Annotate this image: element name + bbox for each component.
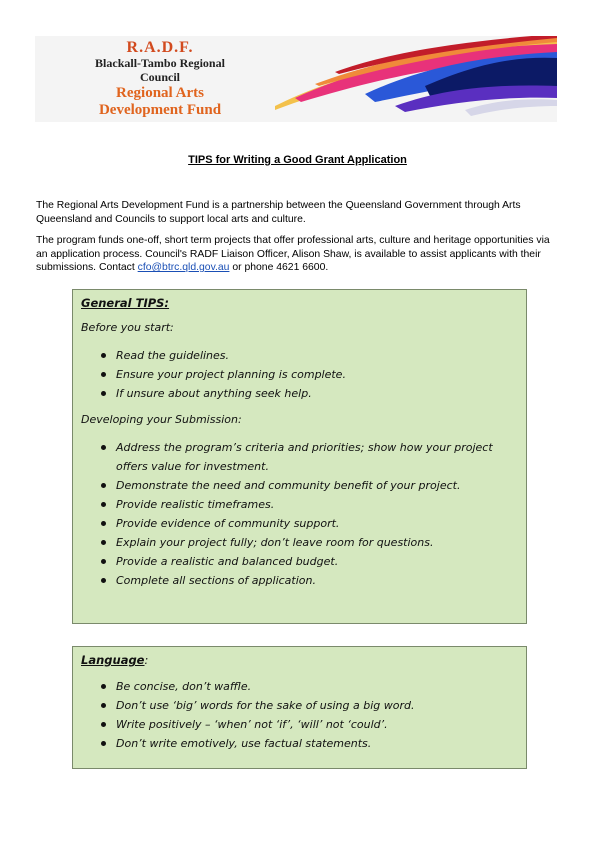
language-list bbox=[97, 677, 516, 753]
list-item: Provide realistic timeframes. bbox=[97, 495, 516, 514]
banner-fund-line2: Development Fund bbox=[98, 102, 222, 119]
banner-logo-text bbox=[35, 39, 285, 119]
program-phone-text: or phone 4621 6600. bbox=[229, 262, 329, 274]
list-item: Don’t write emotively, use factual statements. bbox=[97, 734, 516, 753]
list-item: Be concise, don’t waffle. bbox=[97, 677, 516, 696]
general-tips-box bbox=[72, 289, 527, 624]
header-banner bbox=[35, 36, 557, 122]
list-item: Read the guidelines. bbox=[97, 346, 516, 365]
list-item: Demonstrate the need and community benefit of your project. bbox=[97, 476, 516, 495]
banner-council-line1: Blackall-Tambo Regional bbox=[95, 56, 225, 71]
list-item: Ensure your project planning is complete. bbox=[97, 365, 516, 384]
list-item: Explain your project fully; don’t leave room for questions. bbox=[97, 533, 516, 552]
program-paragraph bbox=[36, 234, 561, 275]
banner-acronym: R.A.D.F. bbox=[126, 39, 194, 56]
page-title: TIPS for Writing a Good Grant Application bbox=[188, 154, 407, 166]
before-start-label: Before you start: bbox=[81, 321, 174, 334]
language-heading: Language: bbox=[81, 653, 149, 667]
contact-email-link[interactable]: cfo@btrc.qld.gov.au bbox=[137, 262, 230, 274]
before-start-list bbox=[97, 346, 516, 403]
list-item: Provide evidence of community support. bbox=[97, 514, 516, 533]
paint-brush-stroke-graphic bbox=[275, 36, 557, 122]
program-text: The program funds one-off, short term projects that offer professional arts, culture and heritage opportunities via an application process. Council's RADF Liaison Officer, Alison Shaw, is available to assist applicants with their submissions. Contact bbox=[36, 235, 550, 274]
list-item: Don’t use ‘big’ words for the sake of using a big word. bbox=[97, 696, 516, 715]
intro-paragraph: The Regional Arts Development Fund is a partnership between the Queensland Government through Arts Queensland and Councils to support local arts and culture. bbox=[36, 200, 521, 225]
list-item: Provide a realistic and balanced budget. bbox=[97, 552, 516, 571]
developing-submission-list bbox=[97, 438, 516, 590]
developing-submission-label: Developing your Submission: bbox=[81, 413, 242, 426]
list-item: Complete all sections of application. bbox=[97, 571, 516, 590]
list-item: Write positively – ‘when’ not ‘if’, ‘will’ not ‘could’. bbox=[97, 715, 516, 734]
banner-council-line2: Council bbox=[139, 70, 180, 85]
list-item: If unsure about anything seek help. bbox=[97, 384, 516, 403]
general-tips-heading: General TIPS: bbox=[81, 296, 170, 310]
list-item: Address the program’s criteria and priorities; show how your project offers value for investment. bbox=[97, 438, 516, 476]
language-tips-box bbox=[72, 646, 527, 769]
banner-fund-line1: Regional Arts bbox=[116, 84, 204, 101]
